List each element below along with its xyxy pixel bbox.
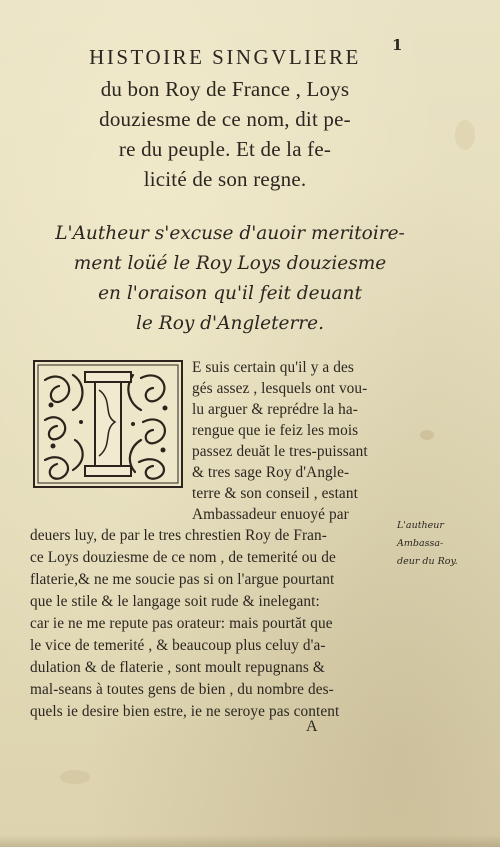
title-line-5: licité de son regne.	[143, 167, 307, 191]
body-line: lu arguer & reprédre la ha-	[192, 401, 358, 418]
ornamental-initial-icon	[33, 360, 183, 488]
body-line: car ie ne me repute pas orateur: mais pourtăt que	[30, 615, 333, 632]
body-line: rengue que ie feiz les mois	[192, 422, 359, 439]
body-line: que le stile & le langage soit rude & inelegant:	[30, 593, 320, 610]
body-line: passez deuăt le tres-puissant	[192, 443, 368, 460]
margin-note-line: Ambassa-	[397, 538, 444, 549]
paper-stain	[60, 770, 90, 784]
subtitle-line-2: ment loüé le Roy Loys douziesme	[73, 253, 387, 274]
body-line: quels ie desire bien estre, ie ne seroye pas content	[30, 703, 340, 720]
body-line: mal-seans à toutes gens de bien , du nombre des-	[30, 681, 334, 698]
page-bottom-edge	[0, 835, 500, 847]
body-line: gés assez , lesquels ont vou-	[192, 380, 368, 397]
title-line-2: du bon Roy de France , Loys	[100, 77, 350, 101]
body-line: Ambassadeur enuoyé par	[192, 506, 349, 523]
body-line: dulation & de flaterie , sont moult repugnans &	[30, 659, 325, 676]
body-line: flaterie,& ne me soucie pas si on l'argue pourtant	[30, 571, 335, 588]
title-line-1: HISTOIRE SINGVLIERE	[89, 45, 361, 69]
subtitle-line-4: le Roy d'Angleterre.	[136, 313, 324, 334]
body-line: terre & son conseil , estant	[192, 485, 358, 502]
body-line: & tres sage Roy d'Angle-	[192, 464, 350, 481]
body-line: E suis certain qu'il y a des	[192, 359, 354, 376]
page-number: 1	[392, 36, 403, 54]
body-line: ce Loys douziesme de ce nom , de temerité ou de	[30, 549, 336, 566]
paper-stain	[420, 430, 434, 440]
title-line-3: douziesme de ce nom, dit pe-	[99, 107, 351, 131]
subtitle-line-3: en l'oraison qu'il feit deuant	[98, 283, 362, 304]
paper-stain	[455, 120, 475, 150]
body-line: le vice de temerité , & beaucoup plus celuy d'a-	[30, 637, 326, 654]
title-line-4: re du peuple. Et de la fe-	[118, 137, 332, 161]
margin-note-line: L'autheur	[397, 520, 444, 531]
subtitle-line-1: L'Autheur s'excuse d'auoir meritoire-	[55, 223, 405, 244]
margin-note-line: deur du Roy.	[397, 556, 458, 567]
body-line: deuers luy, de par le tres chrestien Roy de Fran-	[30, 527, 327, 544]
signature-mark: A	[306, 718, 318, 735]
